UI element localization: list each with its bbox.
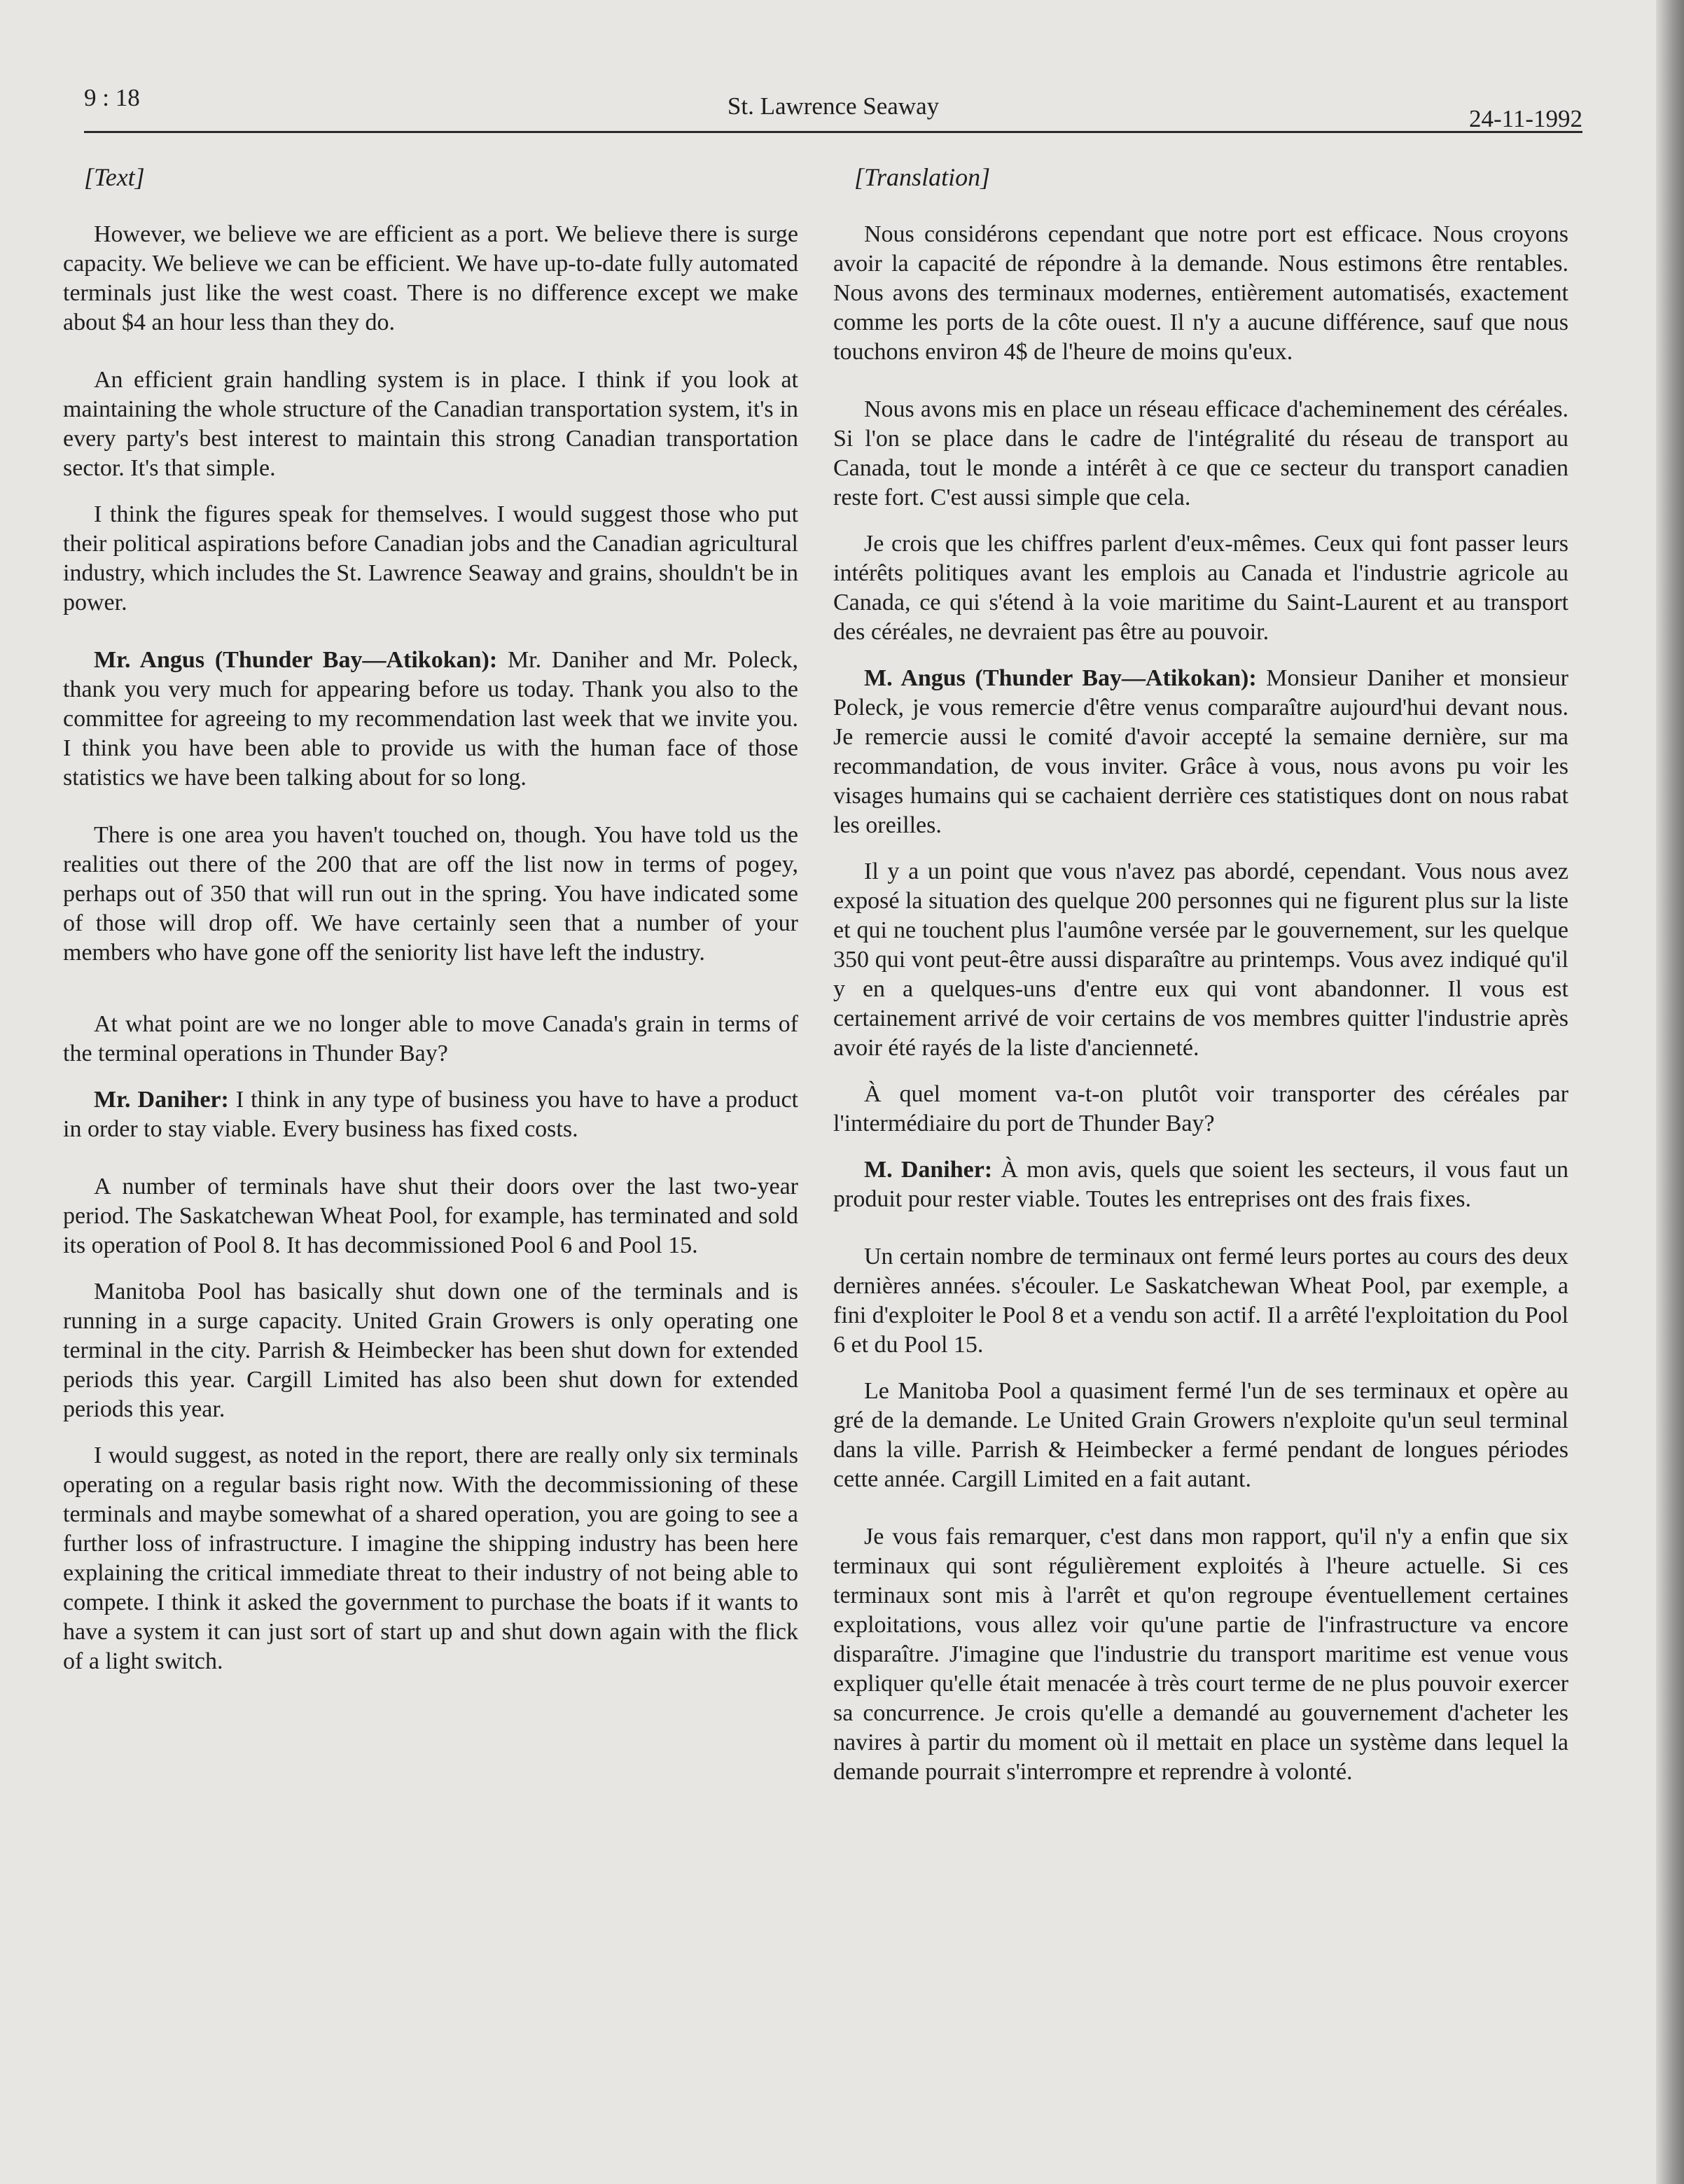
paragraph: M. Daniher: À mon avis, quels que soient les secteurs, il vous faut un produit pour rester viable. Toutes les entreprises ont des frais fixes. [833, 1157, 1568, 1212]
column-label-text: [Text] [84, 163, 145, 191]
paragraph: Mr. Angus (Thunder Bay—Atikokan): Mr. Daniher and Mr. Poleck, thank you very much for appearing before us today. Thank you also to the committee for agreeing to my recommendation last week that we invite you. I think you have been able to provide us with the human face of those statistics we have been talking about for so long. [63, 647, 798, 791]
paragraph: I would suggest, as noted in the report, there are really only six terminals operating on a regular basis right now. With the decommissioning of these terminals and maybe somewhat of a shared operation, you are going to see a further loss of infrastructure. I imagine the shipping industry has been here explaining the critical immediate threat to their industry of not being able to compete. I think it asked the government to purchase the boats if it wants to have a system it can just sort of start up and shut down again with the flick of a light switch. [63, 1442, 798, 1674]
publication-title: St. Lawrence Seaway [727, 92, 940, 120]
speaker-name: M. Angus (Thunder Bay—Atikokan): [864, 665, 1257, 691]
paragraph: Nous considérons cependant que notre port est efficace. Nous croyons avoir la capacité de répondre à la demande. Nous estimons être rentables. Nous avons des terminaux modernes, entièrement automatisés, exactement comme les ports de la côte ouest. Il n'y a aucune différence, sauf que nous touchons environ 4$ de l'heure de moins qu'eux. [833, 221, 1568, 365]
paragraph: An efficient grain handling system is in place. I think if you look at maintaining the whole structure of the Canadian transportation system, it's in every party's best interest to maintain this strong Canadian transportation sector. It's that simple. [63, 367, 798, 481]
speaker-name: Mr. Daniher: [94, 1087, 229, 1113]
paragraph: Nous avons mis en place un réseau efficace d'acheminement des céréales. Si l'on se place dans le cadre de l'intégralité du réseau de transport au Canada, tout le monde a intérêt à ce que ce secteur du transport canadien reste fort. C'est aussi simple que cela. [833, 396, 1568, 510]
paragraph: At what point are we no longer able to move Canada's grain in terms of the terminal operations in Thunder Bay? [63, 1011, 798, 1066]
paragraph: There is one area you haven't touched on, though. You have told us the realities out there of the 200 that are off the list now in terms of pogey, perhaps out of 350 that will run out in the spring. You have indicated some of those will drop off. We have certainly seen that a number of your members who have gone off the seniority list have left the industry. [63, 822, 798, 966]
paragraph: Je vous fais remarquer, c'est dans mon rapport, qu'il n'y a enfin que six terminaux qui sont régulièrement exploités à l'heure actuelle. Si ces terminaux sont mis à l'arrêt et qu'on regroupe éventuellement certaines exploitations, vous allez voir qu'une partie de l'infrastructure va encore disparaître. J'imagine que l'industrie du transport maritime est venue vous expliquer qu'elle était menacée à très court terme de ne plus pouvoir exercer sa concurrence. Je crois qu'elle a demandé au gouvernement d'acheter les navires à partir du moment où il mettait en place un système dans lequel la demande pourrait s'interrompre et reprendre à volonté. [833, 1524, 1568, 1785]
paragraph: However, we believe we are efficient as a port. We believe there is surge capacity. We believe we can be efficient. We have up-to-date fully automated terminals just like the west coast. There is no difference except we make about $4 an hour less than they do. [63, 221, 798, 335]
header-date: 24-11-1992 [1468, 105, 1582, 132]
page-number: 9 : 18 [84, 84, 140, 111]
paragraph: Manitoba Pool has basically shut down one of the terminals and is running in a surge capacity. United Grain Growers is only operating one terminal in the city. Parrish & Heimbecker has been shut down for extended periods this year. Cargill Limited has also been shut down for extended periods this year. [63, 1279, 798, 1422]
paragraph: M. Angus (Thunder Bay—Atikokan): Monsieur Daniher et monsieur Poleck, je vous remercie d'être venus comparaître aujourd'hui devant nous. Je remercie aussi le comité d'avoir accepté la semaine dernière, sur ma recommandation, de vous inviter. Grâce à vous, nous avons pu voir les visages humains qui se cachaient derrière ces statistiques dont on nous rabat les oreilles. [833, 665, 1568, 838]
paragraph: Il y a un point que vous n'avez pas abordé, cependant. Vous nous avez exposé la situation des quelque 200 personnes qui ne figurent plus sur la liste et qui ne touchent plus l'aumône versée par le gouvernement, sur les quelque 350 qui vont peut-être aussi disparaître au printemps. Vous avez indiqué qu'il y en a quelques-uns d'entre eux qui vont abandonner. Il vous est certainement arrivé de voir certains de vos membres quitter l'industrie après avoir été rayés de la liste d'ancienneté. [833, 858, 1568, 1061]
header-rule [84, 131, 1582, 133]
speaker-name: Mr. Angus (Thunder Bay—Atikokan): [94, 647, 498, 673]
paragraph: Mr. Daniher: I think in any type of business you have to have a product in order to stay viable. Every business has fixed costs. [63, 1087, 798, 1142]
paragraph: I think the figures speak for themselves. I would suggest those who put their political aspirations before Canadian jobs and the Canadian agricultural industry, which includes the St. Lawrence Seaway and grains, shouldn't be in power. [63, 501, 798, 615]
column-label-translation: [Translation] [854, 163, 991, 191]
paragraph: Un certain nombre de terminaux ont fermé leurs portes au cours des deux dernières années. s'écouler. Le Saskatchewan Wheat Pool, par exemple, a fini d'exploiter le Pool 8 et a vendu son actif. Il a arrêté l'exploitation du Pool 6 et du Pool 15. [833, 1244, 1568, 1358]
paragraph: A number of terminals have shut their doors over the last two-year period. The Saskatchewan Wheat Pool, for example, has terminated and sold its operation of Pool 8. It has decommissioned Pool 6 and Pool 15. [63, 1174, 798, 1258]
page-edge-shadow [1656, 0, 1684, 2184]
french-column [833, 162, 1568, 1804]
paragraph: Je crois que les chiffres parlent d'eux-mêmes. Ceux qui font passer leurs intérêts politiques avant les emplois au Canada et l'industrie agricole au Canada, ce qui s'étend à la voie maritime du Saint-Laurent et au transport des céréales, ne devraient pas être au pouvoir. [833, 531, 1568, 645]
speaker-name: M. Daniher: [864, 1157, 993, 1183]
page-header [84, 78, 1582, 132]
paragraph: À quel moment va-t-on plutôt voir transporter des céréales par l'intermédiaire du port de Thunder Bay? [833, 1081, 1568, 1136]
english-column [63, 162, 798, 1693]
paragraph: Le Manitoba Pool a quasiment fermé l'un de ses terminaux et opère au gré de la demande. Le United Grain Growers n'exploite qu'un seul terminal dans la ville. Parrish & Heimbecker a fermé pendant de longues périodes cette année. Cargill Limited en a fait autant. [833, 1378, 1568, 1492]
